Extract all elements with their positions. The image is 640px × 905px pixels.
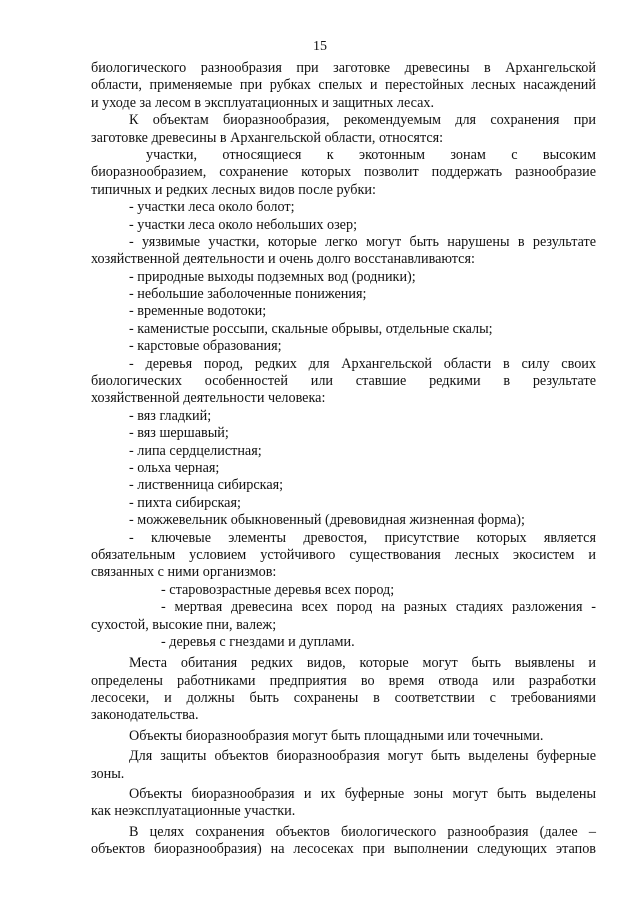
text-line: - деревья с гнездами и дуплами. <box>161 633 355 650</box>
text-line: - временные водотоки; <box>129 303 267 320</box>
text-line: биологических особенностей или ставшие редкими в результате <box>91 373 596 390</box>
text-line: и уходе за лесом в эксплуатационных и защитных лесах. <box>91 94 435 111</box>
text-line: - липа сердцелистная; <box>129 442 262 459</box>
text-line: законодательства. <box>91 707 199 724</box>
text-line: как неэксплуатационные участки. <box>91 803 296 820</box>
text-line: - можжевельник обыкновенный (древовидная жизненная форма); <box>129 512 525 529</box>
text-line: хозяйственной деятельности человека: <box>91 390 326 407</box>
text-line: - карстовые образования; <box>129 338 282 355</box>
text-line: участки, относящиеся к экотонным зонам с высоким <box>146 146 596 163</box>
text-line: Объекты биоразнообразия могут быть площадными или точечными. <box>129 727 544 744</box>
text-line: типичных и редких лесных видов после рубки: <box>91 181 376 198</box>
text-line: - вяз шершавый; <box>129 425 229 442</box>
text-line: - пихта сибирская; <box>129 494 241 511</box>
text-line: - мертвая древесина всех пород на разных стадиях разложения - <box>161 599 596 616</box>
text-line: - ключевые элементы древостоя, присутствие которых является <box>129 529 596 546</box>
text-line: Для защиты объектов биоразнообразия могут быть выделены буферные <box>129 748 596 765</box>
text-line: объектов биоразнообразия) на лесосеках при выполнении следующих этапов <box>91 841 596 858</box>
text-line: - лиственница сибирская; <box>129 477 284 494</box>
text-line: зоны. <box>91 765 125 782</box>
text-line: сухостой, высокие пни, валеж; <box>91 616 277 633</box>
text-line: В целях сохранения объектов биологического разнообразия (далее – <box>129 823 596 840</box>
text-line: - участки леса около небольших озер; <box>129 216 358 233</box>
text-line: Места обитания редких видов, которые могут быть выявлены и <box>129 655 596 672</box>
text-line: - старовозрастные деревья всех пород; <box>161 581 395 598</box>
text-line: - небольшие заболоченные понижения; <box>129 286 367 303</box>
text-line: - деревья пород, редких для Архангельской области в силу своих <box>129 355 596 372</box>
text-line: определены работниками предприятия во время отвода или разработки <box>91 672 596 689</box>
text-line: - вяз гладкий; <box>129 407 212 424</box>
text-line: лесосеки, и должны быть сохранены в соответствии с требованиями <box>91 690 596 707</box>
text-line: заготовке древесины в Архангельской области, относятся: <box>91 129 444 146</box>
text-line: - уязвимые участки, которые легко могут быть нарушены в результате <box>129 233 596 250</box>
text-line: - ольха черная; <box>129 459 220 476</box>
text-line: связанных с ними организмов: <box>91 564 277 581</box>
page-number: 15 <box>313 39 327 54</box>
body-text <box>91 60 596 859</box>
text-line: - каменистые россыпи, скальные обрывы, отдельные скалы; <box>129 320 493 337</box>
text-line: Объекты биоразнообразия и их буферные зоны могут быть выделены <box>129 786 596 803</box>
text-line: - участки леса около болот; <box>129 199 295 216</box>
text-line: области, применяемые при рубках спелых и перестойных лесных насаждений <box>91 77 596 94</box>
text-line: биоразнообразием, сохранение которых позволит поддержать разнообразие <box>91 164 596 181</box>
text-line: хозяйственной деятельности и очень долго восстанавливаются: <box>91 251 475 268</box>
text-line: - природные выходы подземных вод (родники); <box>129 268 416 285</box>
text-line: К объектам биоразнообразия, рекомендуемым для сохранения при <box>129 112 596 129</box>
text-line: обязательным условием устойчивого существования лесных экосистем и <box>91 546 596 563</box>
text-line: биологического разнообразия при заготовке древесины в Архангельской <box>91 60 596 76</box>
